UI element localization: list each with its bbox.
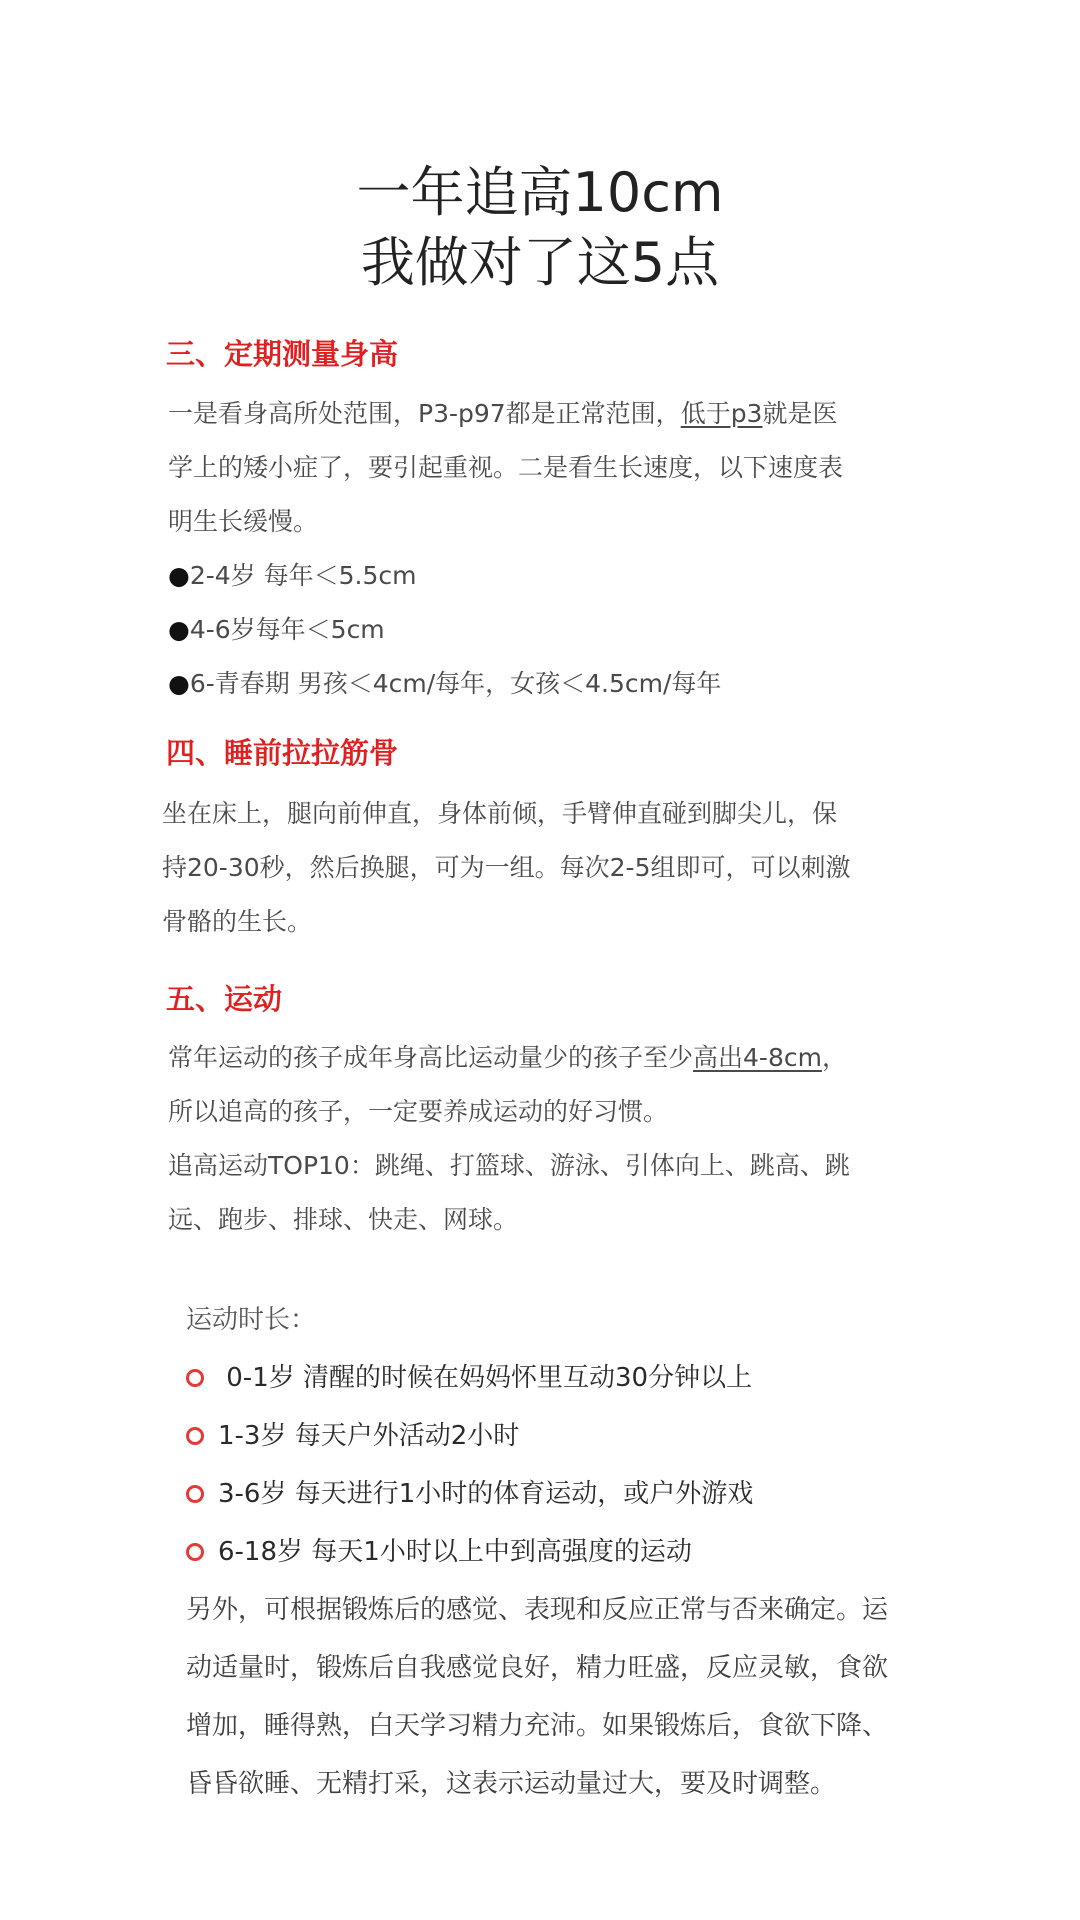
duration-item-text: 3-6岁 每天进行1小时的体育运动，或户外游戏 xyxy=(218,1479,754,1509)
section-5-line-3: 追高运动TOP10：跳绳、打篮球、游泳、引体向上、跳高、跳 xyxy=(168,1151,850,1180)
bullet-dot-icon: ● xyxy=(168,669,190,698)
section-3-body xyxy=(168,387,843,711)
section-3-line-3: 明生长缓慢。 xyxy=(168,507,319,536)
section-5-line-4: 远、跑步、排球、快走、网球。 xyxy=(168,1205,519,1234)
circle-bullet-icon xyxy=(186,1485,204,1503)
section-5-line-1 xyxy=(168,1031,850,1085)
bullet-text: 2-4岁 每年＜5.5cm xyxy=(189,561,417,590)
duration-note-line-2: 动适量时，锻炼后自我感觉良好，精力旺盛，反应灵敏，食欲 xyxy=(186,1653,889,1683)
duration-item xyxy=(186,1523,888,1581)
section-4-heading: 四、睡前拉拉筋骨 xyxy=(166,736,399,770)
section-4-line-2: 持20-30秒，然后换腿，可为一组。每次2-5组即可，可以刺激 xyxy=(162,853,851,882)
section-5-body xyxy=(168,1031,850,1247)
title-line-1: 一年追高10cm xyxy=(356,161,724,224)
page-title xyxy=(0,158,1080,298)
underlined-text: 高出4-8cm xyxy=(693,1043,822,1072)
underlined-text: 低于p3 xyxy=(680,399,763,428)
duration-note-line-4: 昏昏欲睡、无精打采，这表示运动量过大，要及时调整。 xyxy=(186,1769,837,1799)
section-4-line-3: 骨骼的生长。 xyxy=(162,907,313,936)
bullet-item xyxy=(168,603,843,657)
duration-item-text: 6-18岁 每天1小时以上中到高强度的运动 xyxy=(218,1537,692,1567)
duration-item xyxy=(186,1349,888,1407)
section-3-heading: 三、定期测量身高 xyxy=(166,337,399,371)
circle-bullet-icon xyxy=(186,1427,204,1445)
bullet-text: 4-6岁每年＜5cm xyxy=(189,615,385,644)
section-3-line-1 xyxy=(168,387,843,441)
duration-item-text: 1-3岁 每天户外活动2小时 xyxy=(218,1421,520,1451)
circle-bullet-icon xyxy=(186,1369,204,1387)
text-segment: 就是医 xyxy=(762,399,838,428)
section-5-line-2: 所以追高的孩子，一定要养成运动的好习惯。 xyxy=(168,1097,669,1126)
duration-item xyxy=(186,1465,888,1523)
section-5-heading: 五、运动 xyxy=(166,982,283,1016)
section-4-line-1: 坐在床上，腿向前伸直，身体前倾，手臂伸直碰到脚尖儿，保 xyxy=(162,799,838,828)
circle-bullet-icon xyxy=(186,1543,204,1561)
section-4-body xyxy=(162,787,850,949)
duration-note-line-1: 另外，可根据锻炼后的感觉、表现和反应正常与否来确定。运 xyxy=(186,1595,889,1625)
duration-item-text: 0-1岁 清醒的时候在妈妈怀里互动30分钟以上 xyxy=(218,1363,753,1393)
text-segment: 常年运动的孩子成年身高比运动量少的孩子至少 xyxy=(168,1043,694,1072)
bullet-dot-icon: ● xyxy=(168,561,190,590)
bullet-dot-icon: ● xyxy=(168,615,190,644)
bullet-text: 6-青春期 男孩＜4cm/每年，女孩＜4.5cm/每年 xyxy=(189,669,722,698)
duration-block xyxy=(186,1291,888,1813)
section-3-line-2: 学上的矮小症了，要引起重视。二是看生长速度，以下速度表 xyxy=(168,453,844,482)
bullet-item xyxy=(168,549,843,603)
title-line-2: 我做对了这5点 xyxy=(360,231,720,294)
duration-note-line-3: 增加，睡得熟，白天学习精力充沛。如果锻炼后，食欲下降、 xyxy=(186,1711,889,1741)
duration-label: 运动时长： xyxy=(186,1305,317,1335)
text-segment: 一是看身高所处范围，P3-p97都是正常范围， xyxy=(168,399,681,428)
duration-item xyxy=(186,1407,888,1465)
bullet-item xyxy=(168,657,843,711)
text-segment: ， xyxy=(821,1043,847,1072)
